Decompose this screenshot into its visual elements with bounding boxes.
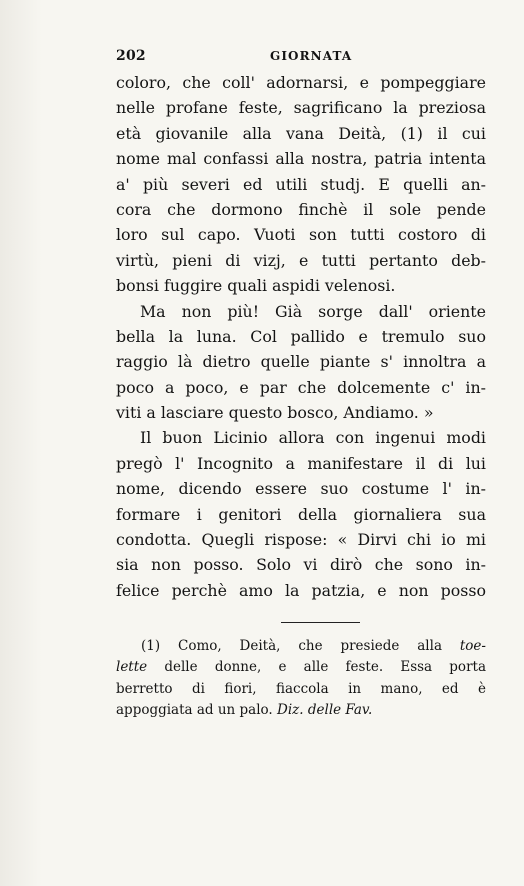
running-head: GIORNATA bbox=[270, 49, 353, 63]
page-header bbox=[116, 48, 461, 70]
text-line: nome, dicendo essere suo costume l' in- bbox=[116, 479, 486, 499]
text-line: formare i genitori della giornaliera sua bbox=[116, 504, 486, 524]
text-line: condotta. Quegli rispose: « Dirvi chi io mi bbox=[116, 530, 486, 550]
footnote-italic-text: lette bbox=[116, 659, 148, 676]
text-line: raggio là dietro quelle piante s' innoltra a bbox=[116, 352, 486, 372]
footnote-italic-text: toe- bbox=[459, 638, 486, 654]
text-line: felice perchè amo la patzia, e non posso bbox=[116, 580, 486, 600]
footnote-rule bbox=[281, 622, 360, 623]
text-line: virtù, pieni di vizj, e tutti pertanto deb- bbox=[116, 250, 486, 270]
footnote-line bbox=[116, 700, 486, 721]
text-line: a' più severi ed utili studj. E quelli an- bbox=[116, 174, 486, 194]
text-line: poco a poco, e par che dolcemente c' in- bbox=[116, 377, 486, 397]
body-text bbox=[116, 70, 486, 603]
text-line: cora che dormono finchè il sole pende bbox=[116, 199, 486, 219]
footnote bbox=[116, 636, 486, 721]
footnote-line bbox=[116, 636, 486, 657]
text-line: loro sul capo. Vuoti son tutti costoro di bbox=[116, 225, 486, 245]
footnote-line bbox=[116, 657, 486, 678]
text-line: bonsi fuggire quali aspidi velenosi. bbox=[116, 276, 396, 296]
text-line: Ma non più! Già sorge dall' oriente bbox=[140, 301, 486, 321]
footnote-text: appoggiata ad un palo. bbox=[116, 701, 273, 718]
text-line: viti a lasciare questo bosco, Andiamo. » bbox=[116, 403, 434, 423]
text-line: sia non posso. Solo vi dirò che sono in- bbox=[116, 555, 486, 575]
text-line: nelle profane feste, sagrificano la preziosa bbox=[116, 98, 486, 118]
page-edge-shadow bbox=[0, 0, 42, 886]
text-line: bella la luna. Col pallido e tremulo suo bbox=[116, 326, 486, 346]
footnote-line: berretto di fiori, fiaccola in mano, ed è bbox=[116, 680, 486, 697]
text-line: coloro, che coll' adornarsi, e pompeggiare bbox=[116, 73, 486, 92]
footnote-italic-text: Diz. delle Fav. bbox=[277, 701, 373, 718]
footnote-text: (1) Como, Deità, che presiede alla bbox=[141, 638, 442, 654]
footnote-text: delle donne, e alle feste. Essa porta bbox=[164, 659, 486, 676]
text-line: pregò l' Incognito a manifestare il di lui bbox=[116, 453, 486, 473]
text-line: età giovanile alla vana Deità, (1) il cui bbox=[116, 123, 486, 143]
text-line: nome mal confassi alla nostra, patria intenta bbox=[116, 149, 486, 169]
page-number: 202 bbox=[116, 48, 146, 64]
text-line: Il buon Licinio allora con ingenui modi bbox=[140, 428, 486, 448]
